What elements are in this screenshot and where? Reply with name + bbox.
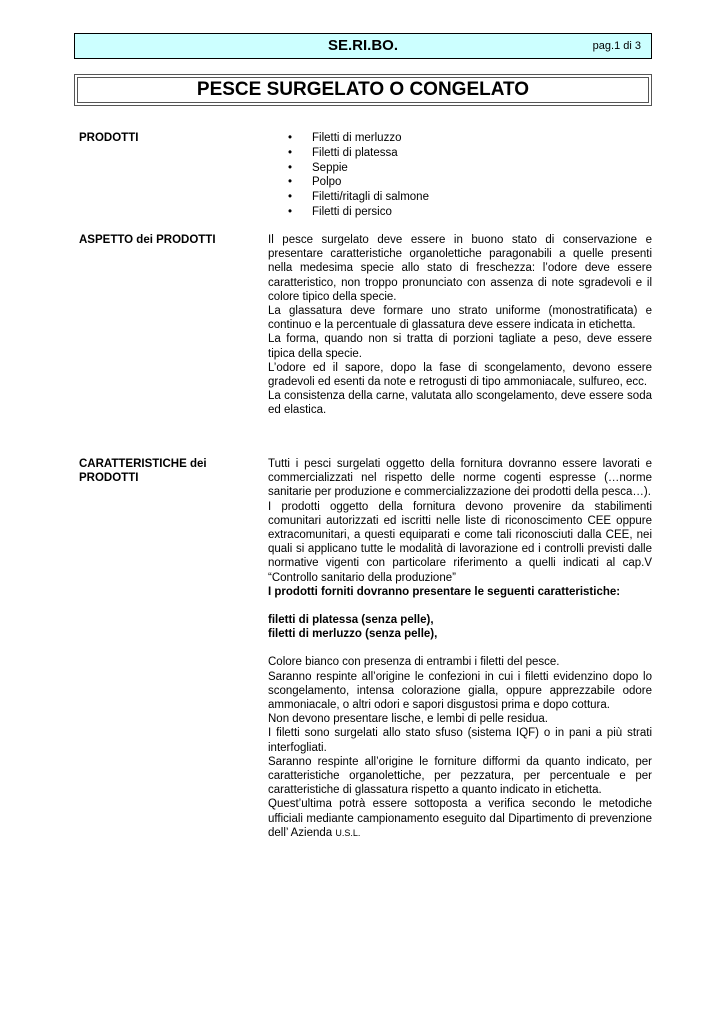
paragraph: Non devono presentare lische, e lembi di pelle residua. — [268, 713, 548, 726]
list-item: • Filetti/ritagli di salmone — [287, 190, 429, 205]
section-label-aspetto: ASPETTO dei PRODOTTI — [79, 234, 216, 246]
page-number: pag.1 di 3 — [592, 40, 641, 52]
label-line: PRODOTTI — [79, 472, 139, 484]
section-label-caratteristiche — [79, 457, 207, 485]
paragraph: L’odore ed il sapore, dopo la fase di scongelamento, devono essere gradevoli ed esenti da note e retrogusti di tipo ammoniacale, sulfureo, ecc. — [268, 361, 652, 389]
paragraph: Il pesce surgelato deve essere in buono stato di conservazione e presentare caratteristiche organolettiche paragonabili a quelle presenti nella medesima specie allo stato di freschezza: l’odore deve essere caratteristico, non troppo pronunciato con assenza di note sgradevoli e il colore tipico della specie. — [268, 234, 652, 303]
paragraph: La consistenza della carne, valutata allo scongelamento, deve essere soda ed elastica. — [268, 390, 652, 417]
label-line: CARATTERISTICHE dei — [79, 458, 207, 470]
list-item: • Polpo — [287, 175, 429, 190]
list-item: • Seppie — [287, 161, 429, 176]
paragraph: I prodotti oggetto della fornitura devono provenire da stabilimenti comunitari autorizzati ed iscritti nelle liste di riconoscimento CEE oppure extracomunitari, a questi equiparati e come tali riconosciuti dalla CEE, nei quali si applicano tutte le modalità di lavorazione ed i controlli previsti dalle normative vigenti con particolare riferimento a quelli indicati al cap.V “Controllo sanitario della produzione” — [268, 500, 652, 584]
paragraph: Tutti i pesci surgelati oggetto della fornitura dovranno essere lavorati e commercializzati nel rispetto delle norme cogenti espresse (…norme sanitarie per produzione e commercializzazione dei prodotti della pesca…). — [268, 458, 652, 499]
paragraph: La glassatura deve formare uno strato uniforme (monostratificata) e continuo e la percentuale di glassatura deve essere indicata in etichetta. — [268, 305, 652, 332]
subheading: filetti di platessa (senza pelle), — [268, 614, 434, 627]
product-list — [287, 131, 429, 220]
paragraph-text: Quest’ultima potrà essere sottoposta a verifica secondo le metodiche ufficiali mediante campionamento eseguito dal Dipartimento di prevenzione dell’ Azienda — [268, 798, 652, 839]
paragraph: Saranno respinte all’origine le confezioni in cui i filetti evidenzino dopo lo scongelamento, intensa colorazione gialla, oppure apprezzabile odore ammoniacale, o altri odori e sapori disgustosi prima e dopo cottura. — [268, 670, 652, 712]
paragraph — [268, 797, 652, 840]
paragraph: I filetti sono surgelati allo stato sfuso (sistema IQF) o in pani a più strati interfogliati. — [268, 727, 652, 754]
document-header — [74, 33, 652, 59]
list-item: • Filetti di persico — [287, 205, 429, 220]
caratteristiche-text — [268, 457, 652, 840]
document-title: PESCE SURGELATO O CONGELATO — [77, 77, 649, 103]
aspetto-text — [268, 233, 652, 418]
header-title: SE.RI.BO. — [327, 37, 398, 54]
abbreviation: U.S.L. — [335, 827, 361, 838]
section-label-prodotti: PRODOTTI — [79, 132, 139, 144]
paragraph: Saranno respinte all’origine le forniture difformi da quanto indicato, per caratteristiche organolettiche, per pezzatura, per percentuale e per caratteristiche di glassatura rispetto a quanto indicato in etichetta. — [268, 755, 652, 797]
title-frame — [74, 74, 652, 106]
list-item: • Filetti di merluzzo — [287, 131, 429, 146]
subheading: filetti di merluzzo (senza pelle), — [268, 628, 438, 641]
list-item: • Filetti di platessa — [287, 146, 429, 161]
paragraph: Colore bianco con presenza di entrambi i filetti del pesce. — [268, 656, 560, 669]
paragraph-bold: I prodotti forniti dovranno presentare le seguenti caratteristiche: — [268, 585, 621, 598]
paragraph: La forma, quando non si tratta di porzioni tagliate a peso, deve essere tipica della specie. — [268, 333, 652, 360]
